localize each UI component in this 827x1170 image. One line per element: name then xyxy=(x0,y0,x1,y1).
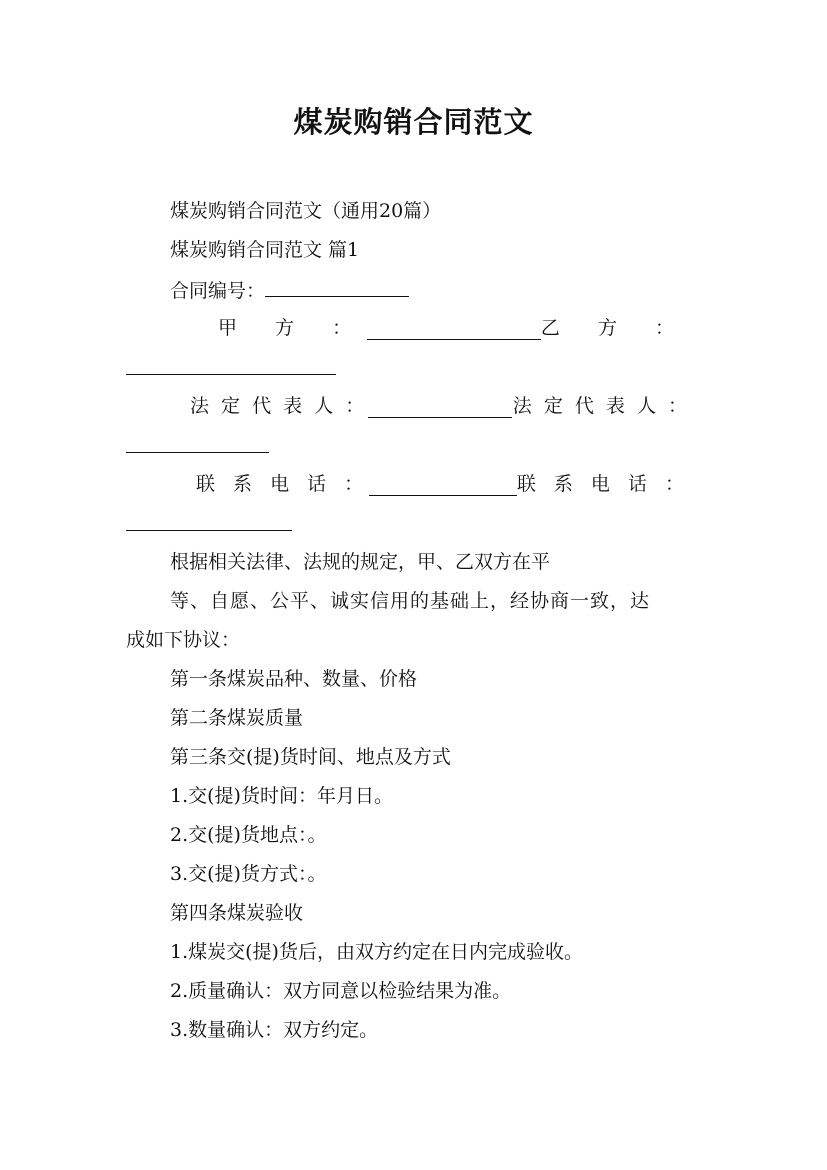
intro-line-1: 根据相关法律、法规的规定，甲、乙双方在平 xyxy=(170,551,551,573)
party-row xyxy=(218,316,690,340)
clause-3-item-1: 1.交(提)货时间：年月日。 xyxy=(170,785,393,807)
contract-number-label: 合同编号： xyxy=(170,280,266,302)
phone-b-label: 联 系 电 话 ： xyxy=(516,473,690,495)
intro-line-2: 等、自愿、公平、诚实信用的基础上，经协商一致，达 xyxy=(170,590,651,612)
clause-3-item-3: 3.交(提)货方式：。 xyxy=(170,863,327,885)
party-b-label: 乙 方 ： xyxy=(540,317,690,339)
clause-3: 第三条交(提)货时间、地点及方式 xyxy=(170,746,451,768)
party-b-blank[interactable] xyxy=(126,355,336,375)
phone-a-blank[interactable] xyxy=(369,476,517,496)
clause-4-item-2: 2.质量确认：双方同意以检验结果为准。 xyxy=(170,980,512,1002)
clause-4-item-1: 1.煤炭交(提)货后，由双方约定在日内完成验收。 xyxy=(170,941,583,963)
clause-4: 第四条煤炭验收 xyxy=(170,902,304,924)
document-subtitle: 煤炭购销合同范文（通用20篇） xyxy=(170,200,442,222)
party-b-line xyxy=(126,355,336,381)
clause-4-item-3: 3.数量确认：双方约定。 xyxy=(170,1019,379,1041)
legal-rep-a-label: 法 定 代 表 人 ： xyxy=(190,395,368,417)
party-a-label: 甲 方 ： xyxy=(218,317,368,339)
phone-a-label: 联 系 电 话 ： xyxy=(196,473,370,495)
part-heading: 煤炭购销合同范文 篇1 xyxy=(170,239,360,261)
contract-number-blank[interactable] xyxy=(265,277,409,297)
phone-row xyxy=(196,472,690,496)
phone-b-blank[interactable] xyxy=(126,511,292,531)
clause-3-item-2: 2.交(提)货地点：。 xyxy=(170,824,327,846)
intro-line-3: 成如下协议： xyxy=(126,629,241,651)
legal-rep-b-blank[interactable] xyxy=(126,433,269,453)
legal-rep-a-blank[interactable] xyxy=(368,398,512,418)
legal-rep-b-label: 法 定 代 表 人 ： xyxy=(512,395,690,417)
legal-rep-b-line xyxy=(126,433,269,459)
phone-b-line xyxy=(126,511,292,537)
party-a-blank[interactable] xyxy=(367,320,541,340)
clause-2: 第二条煤炭质量 xyxy=(170,707,304,729)
legal-rep-row xyxy=(190,394,690,418)
contract-number-line xyxy=(170,277,409,303)
document-title: 煤炭购销合同范文 xyxy=(293,105,534,139)
clause-1: 第一条煤炭品种、数量、价格 xyxy=(170,668,418,690)
